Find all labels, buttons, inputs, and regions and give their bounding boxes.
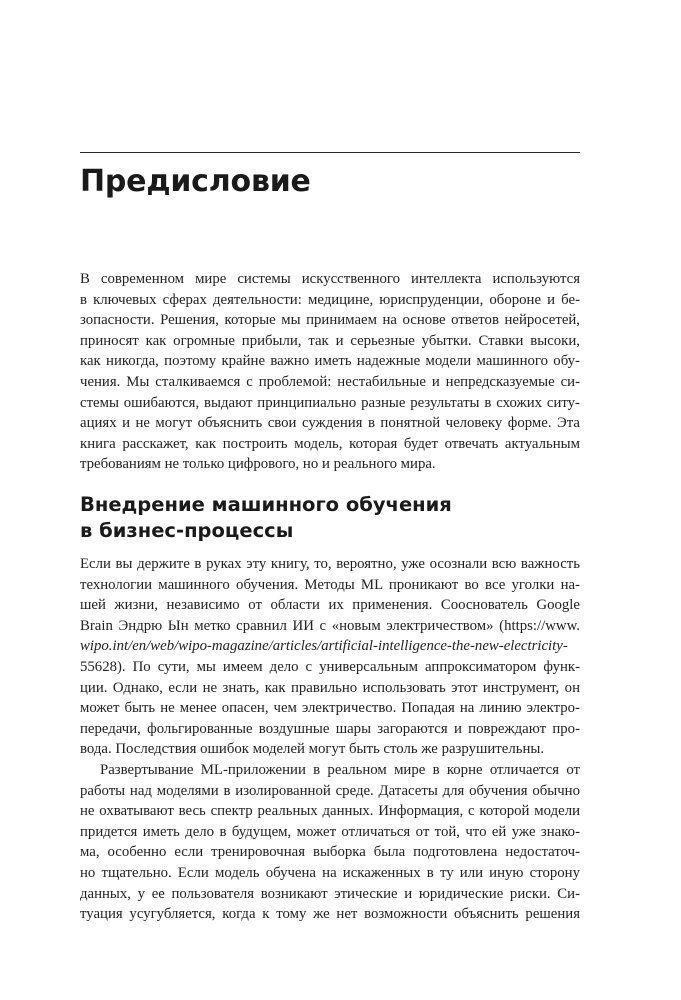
text-line: книга расскажет, как построить модель, которая будет отвечать актуальным (80, 435, 580, 452)
text-line: Если вы держите в руках эту книгу, то, вероятно, уже осознали всю важность (80, 556, 580, 572)
section-heading-line: в бизнес-процессы (80, 519, 294, 542)
text-line: придется иметь дело в будущем, может отличаться от той, что ей уже знако- (80, 823, 580, 840)
section-heading-line: Внедрение машинного обучения (80, 493, 452, 516)
text-line: 55628). По сути, мы имеем дело с универсальным аппроксиматором функ- (80, 658, 580, 675)
intro-paragraph (80, 269, 580, 475)
text-line: ма, особенно если тренировочная выборка была подготовлена недостаточ- (80, 844, 580, 861)
text-line: требованиям не только цифрового, но и реального мира. (80, 456, 436, 473)
section-heading (80, 492, 580, 544)
text-line: шей жизни, независимо от области их применения. Сооснователь Google (80, 597, 580, 614)
text-line: технологии машинного обучения. Методы ML проникают во все уголки на- (80, 576, 580, 593)
text-line: вода. Последствия ошибок моделей могут быть столь же разрушительны. (80, 741, 545, 758)
text-line: зопасности. Решения, которые мы принимаем на основе ответов нейросетей, (80, 312, 580, 329)
text-line: ции. Однако, если не знать, как правильно использовать этот инструмент, он (80, 679, 580, 696)
text-line: но тщательно. Если модель обучена на искаженных в ту или иную сторону (80, 864, 580, 881)
text-line: может быть не менее опасен, чем электричество. Попадая на линию электро- (80, 700, 580, 717)
text-line: Развертывание ML-приложении в реальном мире в корне отличается от (100, 761, 580, 778)
text-line: Brain Эндрю Ын метко сравнил ИИ с «новым электричеством» (https://www. (80, 617, 580, 634)
text-line: ациях и не могут объяснить свои суждения в понятной человеку форме. Эта (80, 415, 580, 432)
section-body (80, 554, 580, 925)
url-line: wipo.int/en/web/wipo-magazine/articles/artificial-intelligence-the-new-electricity- (80, 638, 568, 655)
text-line: В современном мире системы искусственного интеллекта используются (80, 271, 580, 287)
text-line: работы над моделями в изолированной среде. Датасеты для обучения обычно (80, 782, 580, 799)
text-line: стемы ошибаются, выдают принципиально разные результаты в схожих ситу- (80, 394, 580, 411)
body-paragraph-2 (80, 760, 580, 925)
body-paragraph-1 (80, 554, 580, 760)
text-line: как никогда, поэтому крайне важно иметь надежные модели машинного обу- (80, 353, 580, 370)
chapter-title: Предисловие (80, 164, 311, 199)
chapter-top-rule (80, 152, 580, 153)
text-line: данных, у ее пользователя возникают этические и юридические риски. Си- (80, 885, 580, 902)
text-line: приносят как огромные прибыли, так и серьезные убытки. Ставки высоки, (80, 332, 580, 349)
text-line: передачи, фольгированные воздушные шары загораются и повреждают про- (80, 720, 580, 737)
text-line: в ключевых сферах деятельности: медицине, юриспруденции, обороне и бе- (80, 291, 580, 308)
text-line: не охватывают весь спектр реальных данных. Информация, с которой модели (80, 803, 580, 820)
text-line: туация усугубляется, когда к тому же нет возможности объяснить решения (80, 906, 580, 923)
text-line: чения. Мы сталкиваемся с проблемой: нестабильные и непредсказуемые си- (80, 373, 580, 390)
